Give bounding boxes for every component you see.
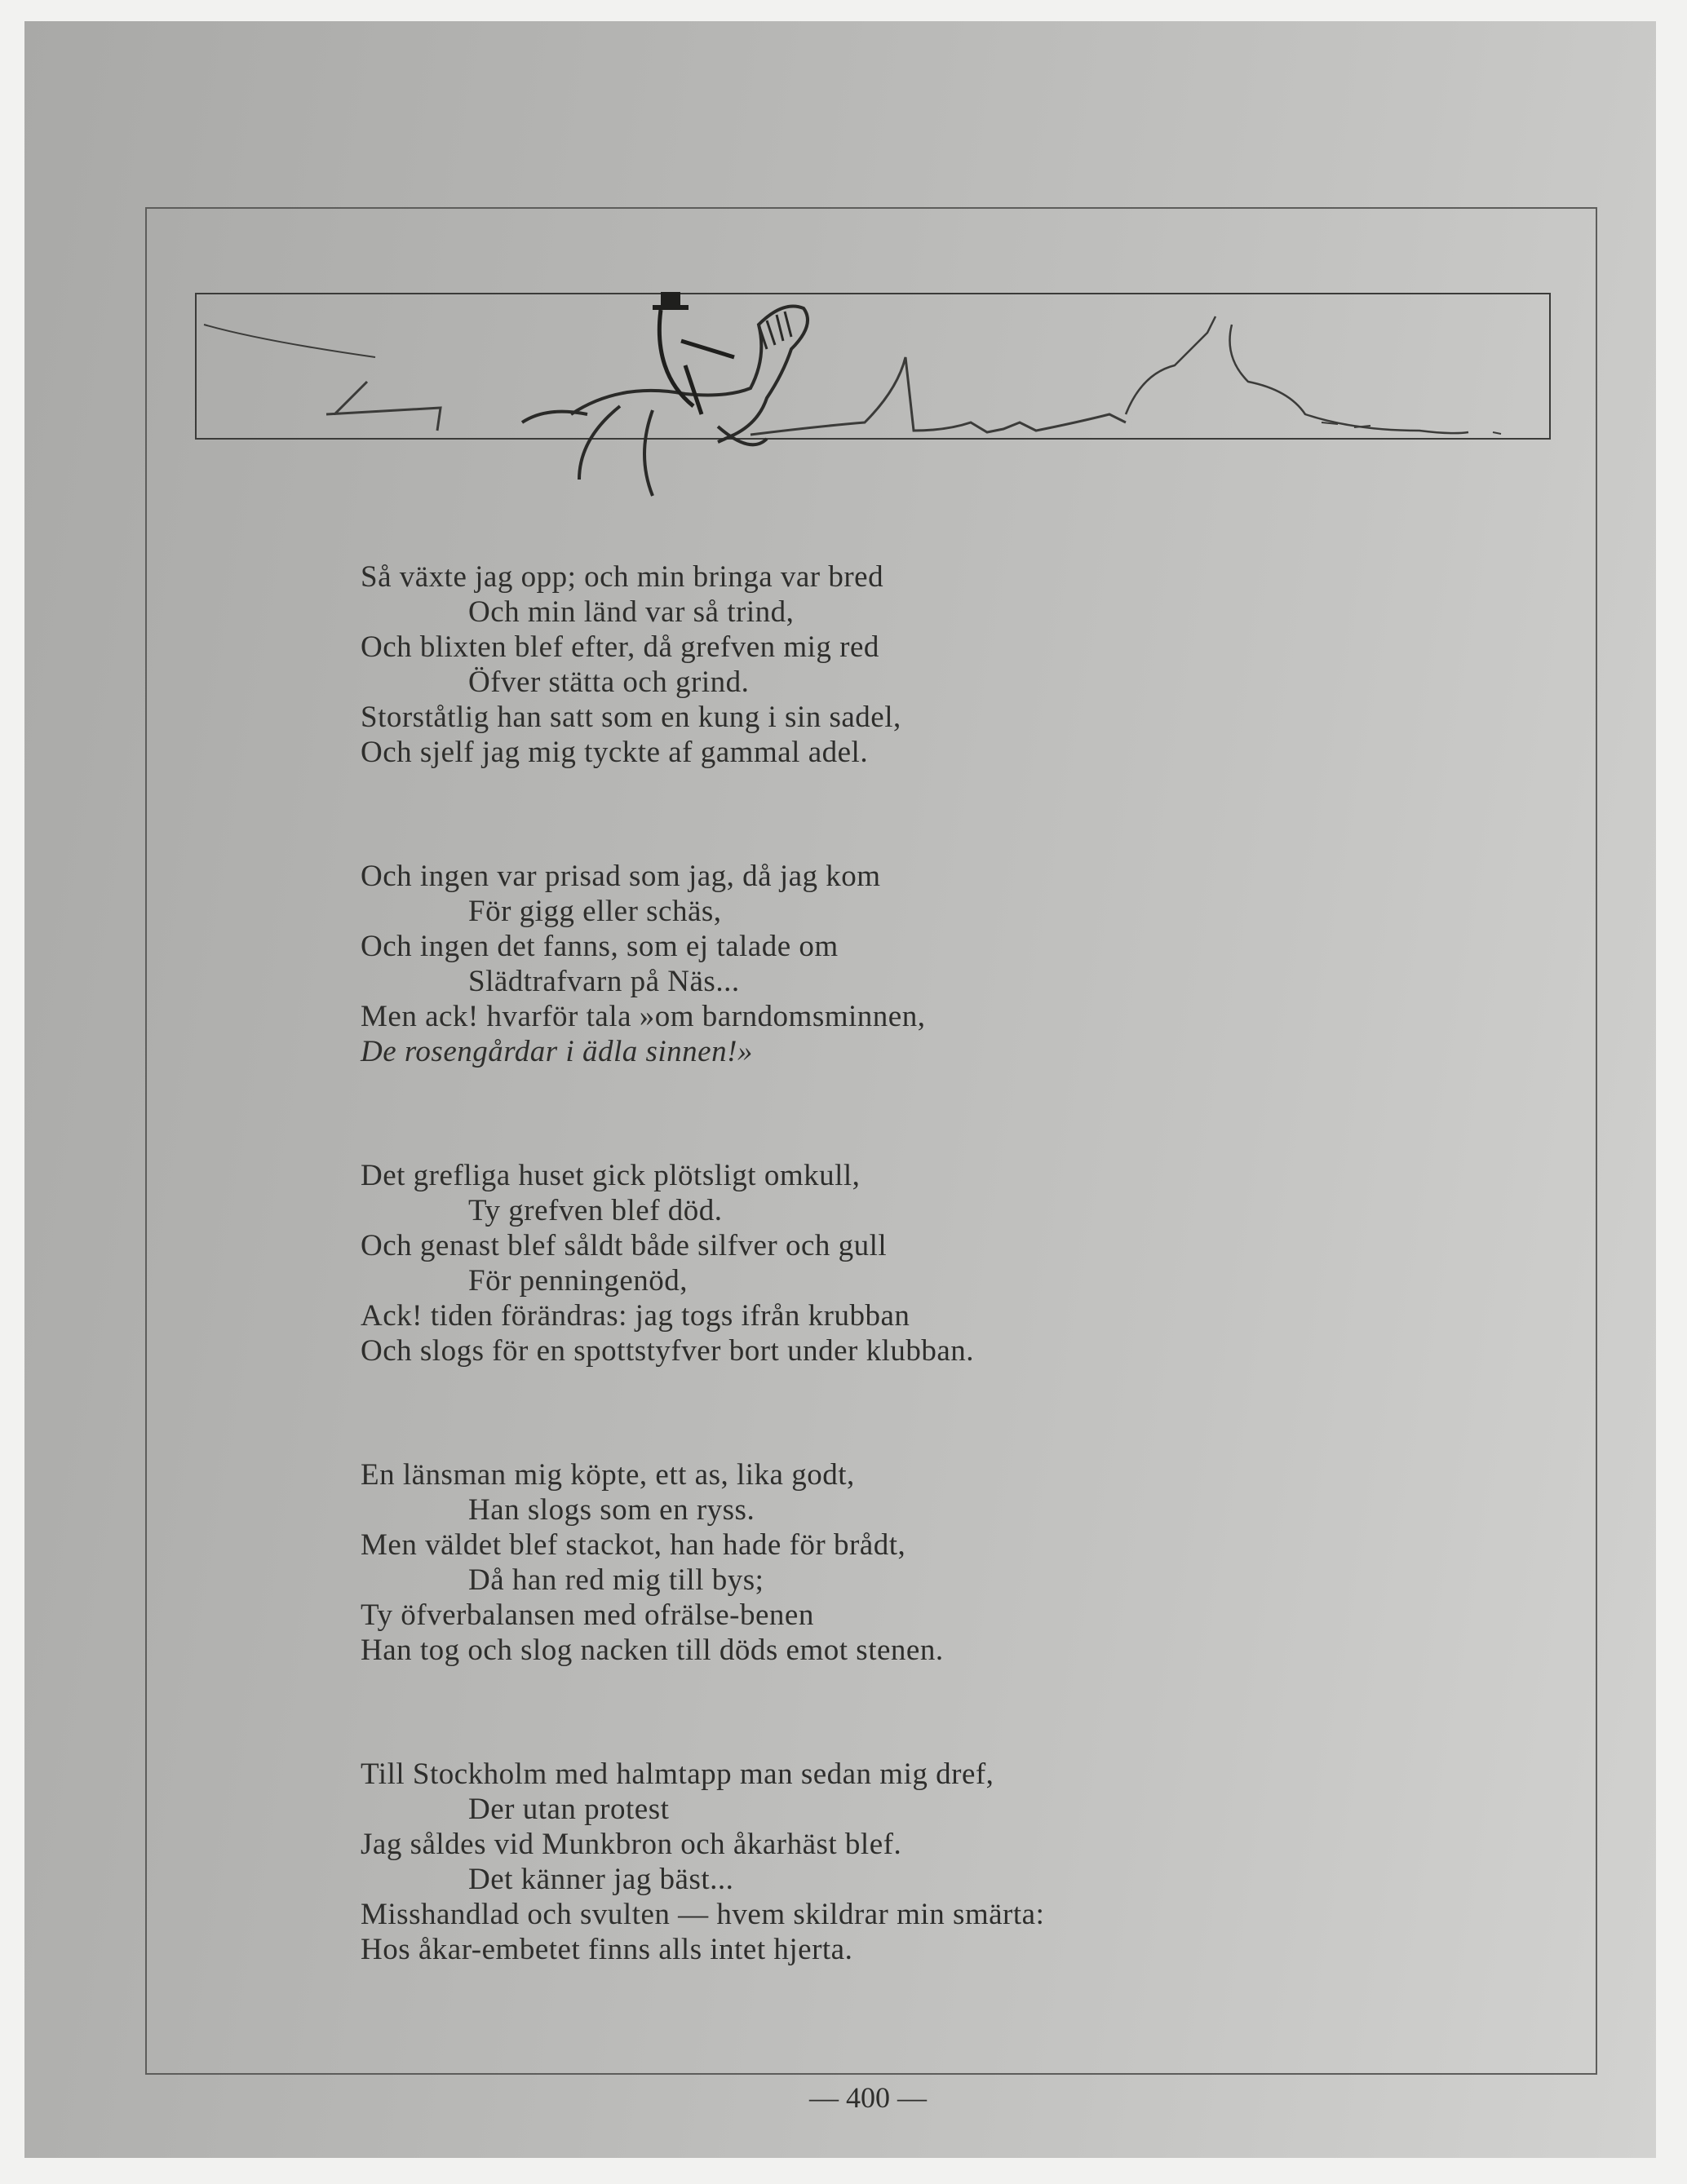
poem-line: Då han red mig till bys; bbox=[468, 1563, 764, 1597]
poem-line: Han tog och slog nacken till döds emot stenen. bbox=[361, 1634, 944, 1667]
page-number: — 400 — bbox=[809, 2081, 927, 2114]
poem-line: Och slogs för en spottstyfver bort under klubban. bbox=[361, 1334, 975, 1368]
poem-line: Det grefliga huset gick plötsligt omkull, bbox=[361, 1159, 861, 1192]
poem-line: Så växte jag opp; och min bringa var bred bbox=[361, 560, 884, 594]
stanza bbox=[361, 559, 1372, 770]
stanza bbox=[361, 859, 1372, 1069]
poem-line: Han slogs som en ryss. bbox=[468, 1493, 755, 1527]
poem-line: Ty grefven blef död. bbox=[468, 1194, 723, 1227]
stanza bbox=[361, 1457, 1372, 1668]
poem-line: Och blixten blef efter, då grefven mig red bbox=[361, 630, 879, 664]
book-page bbox=[24, 21, 1656, 2158]
poem-line: Det känner jag bäst... bbox=[468, 1863, 734, 1896]
stanza bbox=[361, 1757, 1372, 1967]
poem-line: Till Stockholm med halmtapp man sedan mig dref, bbox=[361, 1757, 994, 1791]
poem-line: Storståtlig han satt som en kung i sin sadel, bbox=[361, 701, 901, 734]
poem bbox=[361, 559, 1372, 1967]
poem-line: Misshandlad och svulten — hvem skildrar min smärta: bbox=[361, 1898, 1045, 1931]
poem-line: Och min länd var så trind, bbox=[468, 595, 795, 629]
poem-line: En länsman mig köpte, ett as, lika godt, bbox=[361, 1458, 855, 1492]
poem-line: Hos åkar-embetet finns alls intet hjerta. bbox=[361, 1933, 853, 1966]
horse-rider-vignette-icon bbox=[196, 292, 1550, 442]
poem-line: Och genast blef såldt både silfver och gull bbox=[361, 1229, 888, 1262]
poem-line: De rosengårdar i ädla sinnen!» bbox=[361, 1035, 753, 1068]
poem-line: För gigg eller schäs, bbox=[468, 895, 722, 928]
poem-line: Och ingen det fanns, som ej talade om bbox=[361, 930, 839, 963]
poem-line: Öfver stätta och grind. bbox=[468, 665, 750, 699]
poem-line: Jag såldes vid Munkbron och åkarhäst blef. bbox=[361, 1828, 902, 1861]
poem-line: För penningenöd, bbox=[468, 1264, 689, 1298]
poem-line: Der utan protest bbox=[468, 1793, 670, 1826]
poem-line: Ty öfverbalansen med ofrälse-benen bbox=[361, 1598, 814, 1632]
poem-line: Slädtrafvarn på Näs... bbox=[468, 965, 740, 998]
poem-line: Och ingen var prisad som jag, då jag kom bbox=[361, 860, 881, 893]
poem-line: Och sjelf jag mig tyckte af gammal adel. bbox=[361, 736, 869, 769]
stanza bbox=[361, 1158, 1372, 1368]
poem-line: Men ack! hvarför tala »om barndomsminnen, bbox=[361, 1000, 926, 1033]
poem-line: Ack! tiden förändras: jag togs ifrån krubban bbox=[361, 1299, 910, 1333]
poem-line: Men väldet blef stackot, han hade för brådt, bbox=[361, 1528, 906, 1562]
